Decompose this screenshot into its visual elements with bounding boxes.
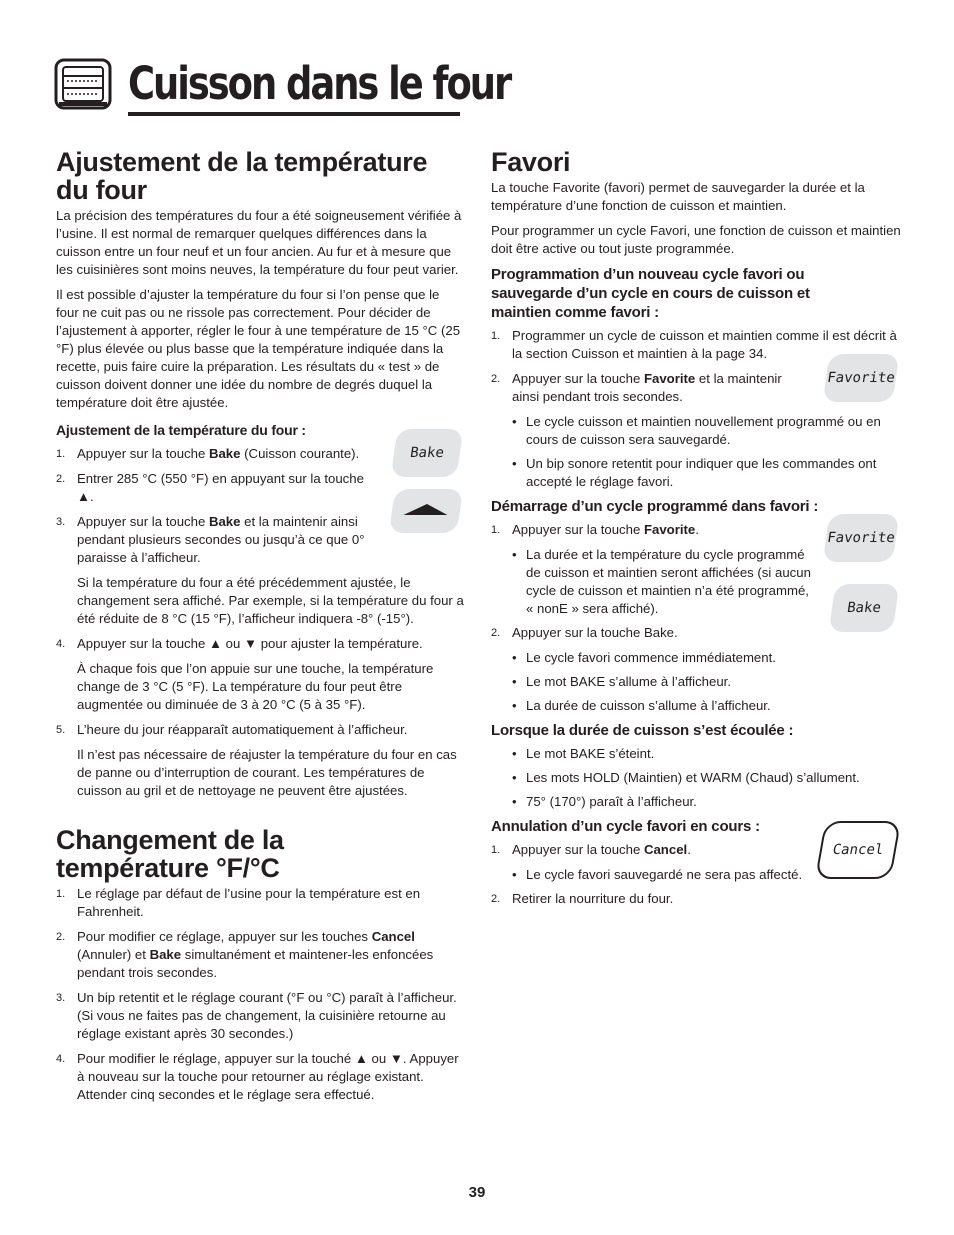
step-text: L’heure du jour réapparaît automatiquement à l’afficheur. (77, 722, 408, 737)
bullet-item (491, 649, 901, 667)
key-label-favorite: Favorite (643, 371, 696, 386)
step-number: 1. (56, 448, 66, 460)
bake-key-label: Bake (409, 445, 445, 461)
oven-icon (54, 58, 112, 110)
step-number: 4. (56, 638, 66, 650)
paragraph: Pour programmer un cycle Favori, une fonction de cuisson et maintien doit être active ou tout juste programmée. (491, 223, 901, 256)
bullet-item (491, 745, 901, 763)
step-number: 2. (56, 931, 66, 943)
step-number: 4. (56, 1053, 66, 1065)
bullet: • (512, 674, 517, 689)
key-label-favorite: Favorite (643, 522, 696, 537)
bullet-text: Le mot BAKE s’éteint. (526, 746, 655, 761)
key-label-bake: Bake (208, 446, 241, 461)
bake-key-illustration (829, 584, 900, 632)
key-label-bake: Bake (208, 514, 241, 529)
subheading: Lorsque la durée de cuisson s’est écoulée : (491, 722, 794, 739)
bullet: • (512, 547, 517, 562)
page-title: Cuisson dans le four (128, 57, 511, 110)
bullet-text: Les mots HOLD (Maintien) et WARM (Chaud) s’allument. (526, 770, 860, 785)
bullet-item (491, 793, 901, 811)
bullet-item (491, 413, 901, 449)
step-number: 3. (56, 992, 66, 1004)
paragraph: Il est possible d’ajuster la température du four si l’on pense que le four ne cuit pas ou ne rissole pas correctement. Pour décider de l’ajustement à apporter, régler le four à une température de 15 °C (25 °F) plus élevée ou plus basse que la température indiquée dans la recette, puis faire cuire la préparation. Les résultats du « test » de cuisson doivent donner une idée du nombre de degrés duquel la température doit être ajustée. (56, 287, 461, 410)
key-label-cancel: Cancel (371, 929, 415, 944)
subheading: Programmation d’un nouveau cycle favori ou sauvegarde d’un cycle en cours de cuisson et maintien comme favori : (491, 266, 810, 321)
cancel-key-illustration (815, 821, 901, 879)
step-text: Le réglage par défaut de l’usine pour la température est en Fahrenheit. (77, 886, 421, 919)
bullet-item (491, 455, 901, 491)
step-text: Appuyer sur la touche (77, 514, 209, 529)
step-number: 5. (56, 724, 66, 736)
step-text: . (687, 842, 691, 857)
bullet: • (512, 698, 517, 713)
step-text: Entrer 285 °C (550 °F) en appuyant sur la touche ▲. (77, 471, 364, 504)
bullet: • (512, 414, 517, 429)
list-item (56, 1050, 464, 1104)
paragraph: La touche Favorite (favori) permet de sauvegarder la durée et la température d’une fonction de cuisson et maintien. (491, 180, 865, 213)
subheading: Annulation d’un cycle favori en cours : (491, 818, 760, 835)
list-item (56, 885, 464, 921)
favorite-key-label: Favorite (826, 370, 896, 386)
bullet: • (512, 770, 517, 785)
step-number: 3. (56, 516, 66, 528)
bullet-text: Le cycle favori sauvegardé ne sera pas affecté. (526, 867, 803, 882)
bullet-text: 75° (170°) paraît à l’afficheur. (526, 794, 697, 809)
step-text: Appuyer sur la touche (77, 446, 209, 461)
bullet-text: Un bip sonore retentit pour indiquer que les commandes ont accepté le réglage favori. (526, 456, 877, 489)
section-heading-fc-change: Changement de la température °F/°C (56, 825, 284, 883)
step-number: 2. (56, 473, 66, 485)
favorite-key-illustration (823, 354, 900, 402)
bullet: • (512, 746, 517, 761)
list-item (491, 890, 901, 908)
step-text: Appuyer sur la touche Bake. (512, 625, 678, 640)
bullet: • (512, 867, 517, 882)
list-item (56, 928, 464, 982)
page-number: 39 (468, 1184, 486, 1201)
key-label-bake: Bake (149, 947, 182, 962)
up-arrow-key-illustration (389, 489, 463, 533)
up-arrow-icon (389, 489, 463, 533)
step-text: Appuyer sur la touche ▲ ou ▼ pour ajuster la température. (77, 636, 423, 651)
step-number: 2. (491, 893, 501, 905)
step-text: Pour modifier ce réglage, appuyer sur les touches (77, 929, 372, 944)
paragraph: La précision des températures du four a été soigneusement vérifiée à l’usine. Il est normal de remarquer quelques différences dans la cuisson entre un four neuf et un four ancien. Au fur et à mesure que les cuisinières sont moins neuves, la température du four peut varier. (56, 208, 462, 277)
bullet-item (491, 697, 901, 715)
step-text: Un bip retentit et le réglage courant (°F ou °C) paraît à l’afficheur. (Si vous ne faites pas de changement, la cuisinière retourne au réglage existant après 30 secondes.) (77, 990, 457, 1041)
left-column (56, 148, 464, 1111)
subheading: Démarrage d’un cycle programmé dans favori : (491, 498, 819, 515)
favorite-key-label: Favorite (826, 530, 896, 546)
step-text: Appuyer sur la touche (512, 371, 644, 386)
bullet-text: Le cycle favori commence immédiatement. (526, 650, 776, 665)
step-text: Appuyer sur la touche (512, 842, 644, 857)
step-text: Retirer la nourriture du four. (512, 891, 674, 906)
bullet: • (512, 650, 517, 665)
step-text: et la maintenir ainsi pendant trois secondes. (512, 371, 782, 404)
step-text: et la maintenir ainsi pendant plusieurs secondes ou jusqu’à ce que 0° paraisse à l’afficheur. (77, 514, 365, 565)
subheading: Ajustement de la température du four : (56, 422, 306, 438)
title-underline (128, 112, 460, 116)
bullet-text: Le mot BAKE s’allume à l’afficheur. (526, 674, 731, 689)
page-header (54, 56, 511, 118)
step-text: simultanément et maintener-les enfoncées pendant trois secondes. (77, 947, 434, 980)
section-heading-temperature-adjust: Ajustement de la température du four (56, 147, 428, 205)
step-note: À chaque fois que l’on appuie sur une touche, la température change de 3 °C (5 °F). La température du four peut être augmentée ou diminuée de 3 à 20 °C (5 à 35 °F). (77, 661, 434, 712)
step-note: Si la température du four a été précédemment ajustée, le changement sera affiché. Par exemple, si la température du four a été réduite de 8 °C (15 °F), l’afficheur indiquera -8° (-15°). (77, 575, 464, 626)
bake-key-illustration (391, 429, 464, 477)
step-text: Pour modifier le réglage, appuyer sur la touché ▲ ou ▼. Appuyer à nouveau sur la touche pour retourner au réglage existant. Attender cinq secondes et le réglage sera effectué. (77, 1051, 459, 1102)
list-item (56, 989, 464, 1043)
step-text: (Cuisson courante). (240, 446, 360, 461)
step-number: 1. (491, 524, 501, 536)
step-note: Il n’est pas nécessaire de réajuster la température du four en cas de panne ou d’interruption de courant. Les températures de cuisson au gril et de nettoyage ne peuvent être ajustées. (77, 747, 457, 798)
bake-key-label: Bake (846, 600, 882, 616)
bullet: • (512, 456, 517, 471)
step-number: 2. (491, 373, 501, 385)
key-label-cancel: Cancel (643, 842, 688, 857)
bullet-text: Le cycle cuisson et maintien nouvellement programmé ou en cours de cuisson sera sauvegardé. (526, 414, 881, 447)
bullet-item (491, 673, 901, 691)
bullet-text: La durée et la température du cycle programmé de cuisson et maintien seront affichées (si aucun cycle de cuisson et maintien n’a été programmé, « nonE » sera affiché). (526, 547, 811, 616)
step-number: 2. (491, 627, 501, 639)
step-number: 1. (491, 330, 501, 342)
bullet-item (491, 769, 901, 787)
section-heading-favorite: Favori (491, 147, 571, 177)
step-text: . (695, 522, 699, 537)
step-number: 1. (56, 888, 66, 900)
step-text: Appuyer sur la touche (512, 522, 644, 537)
step-text: (Annuler) et (77, 947, 150, 962)
bullet: • (512, 794, 517, 809)
bullet-text: La durée de cuisson s’allume à l’afficheur. (526, 698, 771, 713)
list-item (56, 635, 464, 653)
step-text: Programmer un cycle de cuisson et maintien comme il est décrit à la section Cuisson et maintien à la page 34. (512, 328, 897, 361)
favorite-key-illustration (823, 514, 900, 562)
cancel-key-label: Cancel (831, 842, 885, 858)
step-number: 1. (491, 844, 501, 856)
list-item (56, 721, 464, 739)
